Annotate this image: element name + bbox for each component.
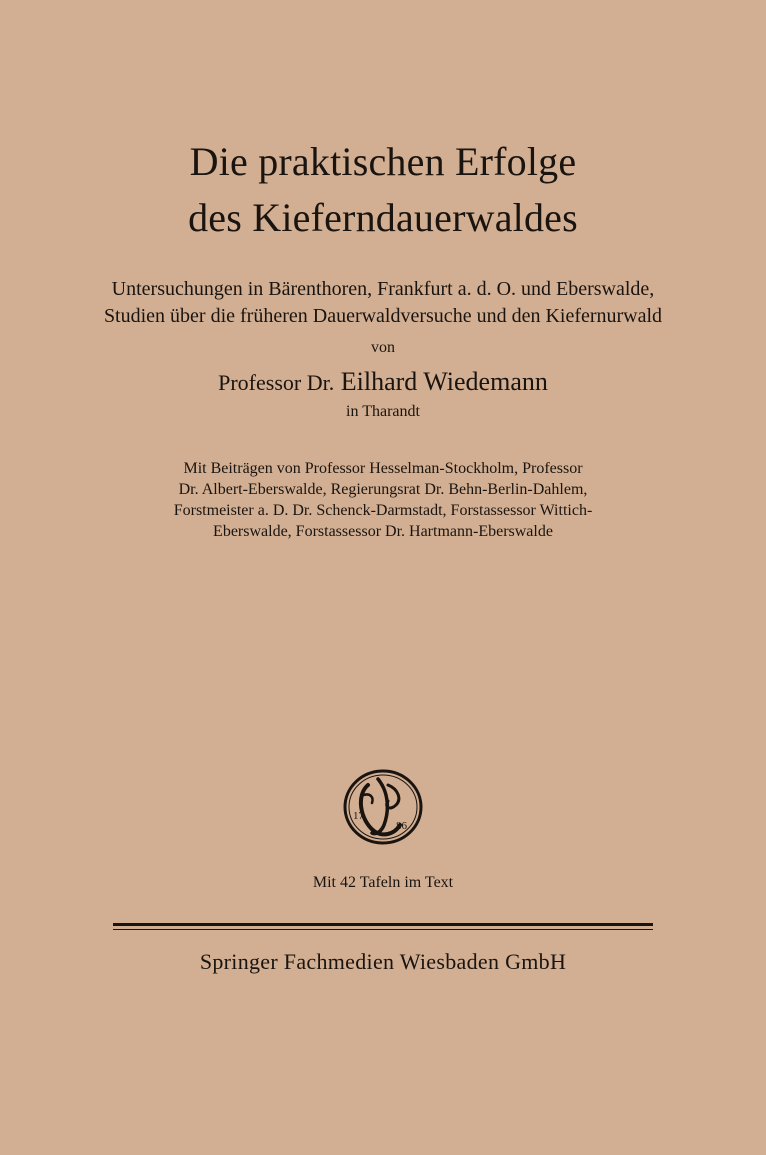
byline: von <box>371 339 395 356</box>
divider-thin <box>113 929 653 930</box>
divider-thick <box>113 923 653 926</box>
author-name: Eilhard Wiedemann <box>340 367 548 396</box>
publisher-name: Springer Fachmedien Wiesbaden GmbH <box>199 949 567 974</box>
contributors-line-2: Dr. Albert-Eberswalde, Regierungsrat Dr. Behn-Berlin-Dahlem, <box>178 481 588 498</box>
subtitle-line-2: Studien über die früheren Dauerwaldversuche und den Kiefernurwald <box>103 305 663 327</box>
author-affiliation: in Tharandt <box>346 403 420 420</box>
book-title-line-2: des Kieferndauerwaldes <box>188 195 578 240</box>
springer-monogram-seal-icon <box>338 765 428 849</box>
subtitle-line-1: Untersuchungen in Bärenthoren, Frankfurt a. d. O. und Eberswalde, <box>111 278 655 300</box>
contributors-line-3: Forstmeister a. D. Dr. Schenck-Darmstadt, Forstassessor Wittich- <box>173 502 593 519</box>
seal-year-left: 17 <box>353 810 364 822</box>
contributors-line-4: Eberswalde, Forstassessor Dr. Hartmann-Eberswalde <box>213 523 553 540</box>
plates-note: Mit 42 Tafeln im Text <box>312 874 454 891</box>
seal-year-right: 86 <box>396 820 407 832</box>
book-title-line-1: Die praktischen Erfolge <box>189 139 577 184</box>
contributors-line-1: Mit Beiträgen von Professor Hesselman-Stockholm, Professor <box>183 460 583 477</box>
author-title: Professor Dr. <box>218 370 335 395</box>
author <box>0 366 766 399</box>
